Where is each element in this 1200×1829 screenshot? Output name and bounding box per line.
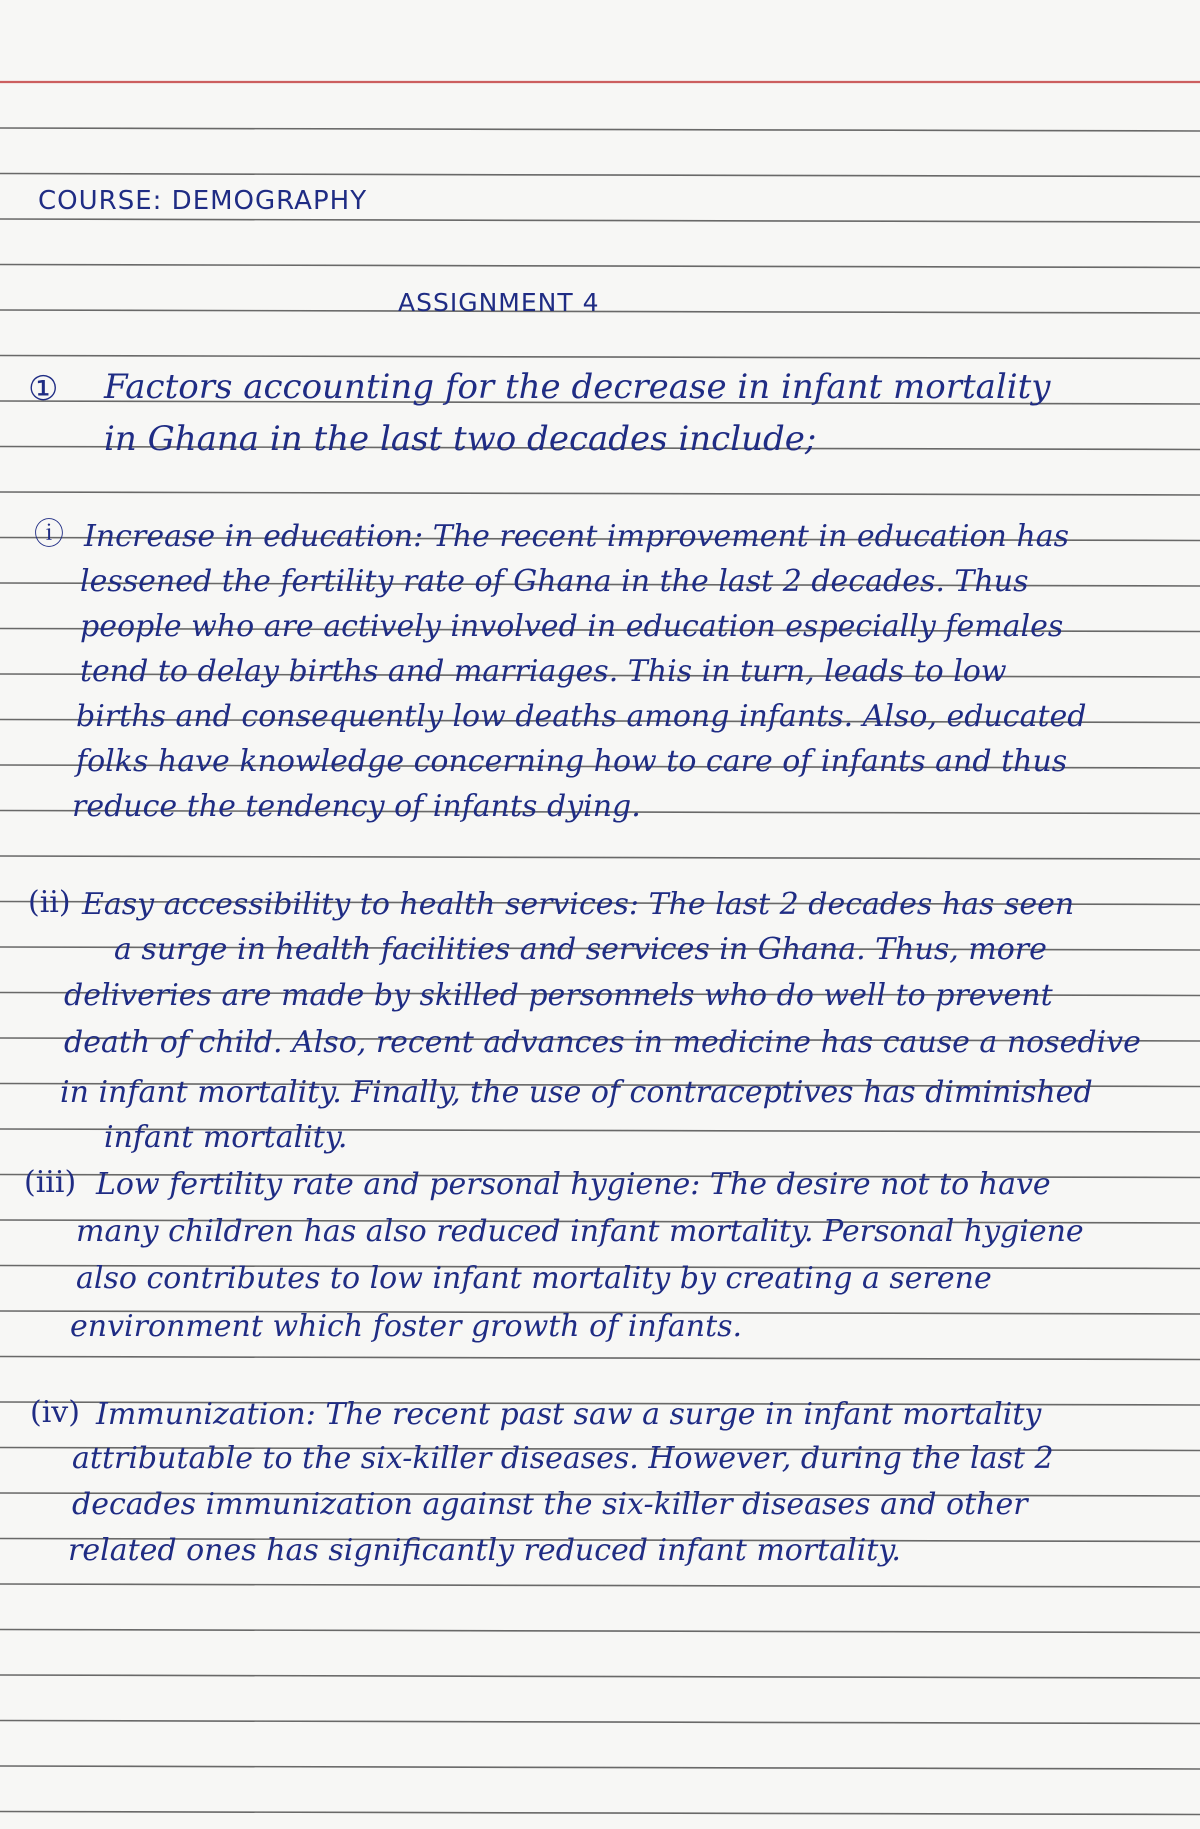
question-line: in Ghana in the last two decades include; — [104, 419, 817, 459]
factor-line: many children has also reduced infant mortality. Personal hygiene — [76, 1214, 1084, 1249]
factor-line: folks have knowledge concerning how to care of infants and thus — [76, 744, 1068, 779]
factor-line: reduce the tendency of infants dying. — [72, 789, 641, 824]
factor-marker: (iii) — [24, 1165, 77, 1200]
factor-marker: (ii) — [28, 885, 71, 920]
rule-line — [0, 219, 1200, 222]
rule-line — [0, 310, 1200, 313]
rule-line — [0, 856, 1200, 859]
factor-line: related ones has significantly reduced infant mortality. — [68, 1533, 901, 1568]
rule-line — [0, 174, 1200, 177]
question-line: Factors accounting for the decrease in infant mortality — [104, 367, 1051, 407]
factor-line: attributable to the six-killer diseases. However, during the last 2 — [72, 1441, 1054, 1476]
assignment-heading: ASSIGNMENT 4 — [398, 288, 600, 317]
factor-line: tend to delay births and marriages. This in turn, leads to low — [80, 654, 1007, 689]
factor-line: Increase in education: The recent improvement in education has — [84, 519, 1069, 554]
rule-line — [0, 492, 1200, 495]
rule-line — [0, 1630, 1200, 1633]
course-heading: COURSE: DEMOGRAPHY — [38, 186, 368, 216]
factor-line: infant mortality. — [104, 1120, 348, 1155]
rule-line — [0, 1812, 1200, 1815]
factor-line: death of child. Also, recent advances in medicine has cause a nosedive — [64, 1025, 1141, 1060]
rule-line — [0, 1357, 1200, 1360]
factor-line: deliveries are made by skilled personnels who do well to prevent — [64, 978, 1053, 1013]
factor-line: Easy accessibility to health services: The last 2 decades has seen — [82, 887, 1075, 922]
rule-line — [0, 1766, 1200, 1769]
factor-line: in infant mortality. Finally, the use of contraceptives has diminished — [60, 1075, 1093, 1110]
factor-line: births and consequently low deaths among infants. Also, educated — [76, 699, 1087, 734]
factor-line: lessened the fertility rate of Ghana in the last 2 decades. Thus — [80, 564, 1029, 599]
factor-line: decades immunization against the six-killer diseases and other — [72, 1487, 1028, 1522]
rule-line — [0, 1721, 1200, 1724]
rule-line — [0, 1584, 1200, 1587]
factor-line: a surge in health facilities and services in Ghana. Thus, more — [114, 932, 1047, 967]
rule-line — [0, 1675, 1200, 1678]
factor-line: people who are actively involved in education especially females — [80, 609, 1064, 644]
factor-line: Immunization: The recent past saw a surge in infant mortality — [96, 1397, 1042, 1432]
factor-line: Low fertility rate and personal hygiene: The desire not to have — [96, 1167, 1051, 1202]
factor-line: also contributes to low infant mortality by creating a serene — [76, 1261, 992, 1296]
factor-marker: (iv) — [30, 1395, 80, 1430]
rule-line — [0, 356, 1200, 359]
factor-line: environment which foster growth of infants. — [70, 1309, 743, 1344]
rule-line — [0, 265, 1200, 268]
factor-marker: ⓘ — [34, 517, 64, 552]
rule-line — [0, 128, 1200, 131]
question-number: ① — [28, 369, 59, 409]
